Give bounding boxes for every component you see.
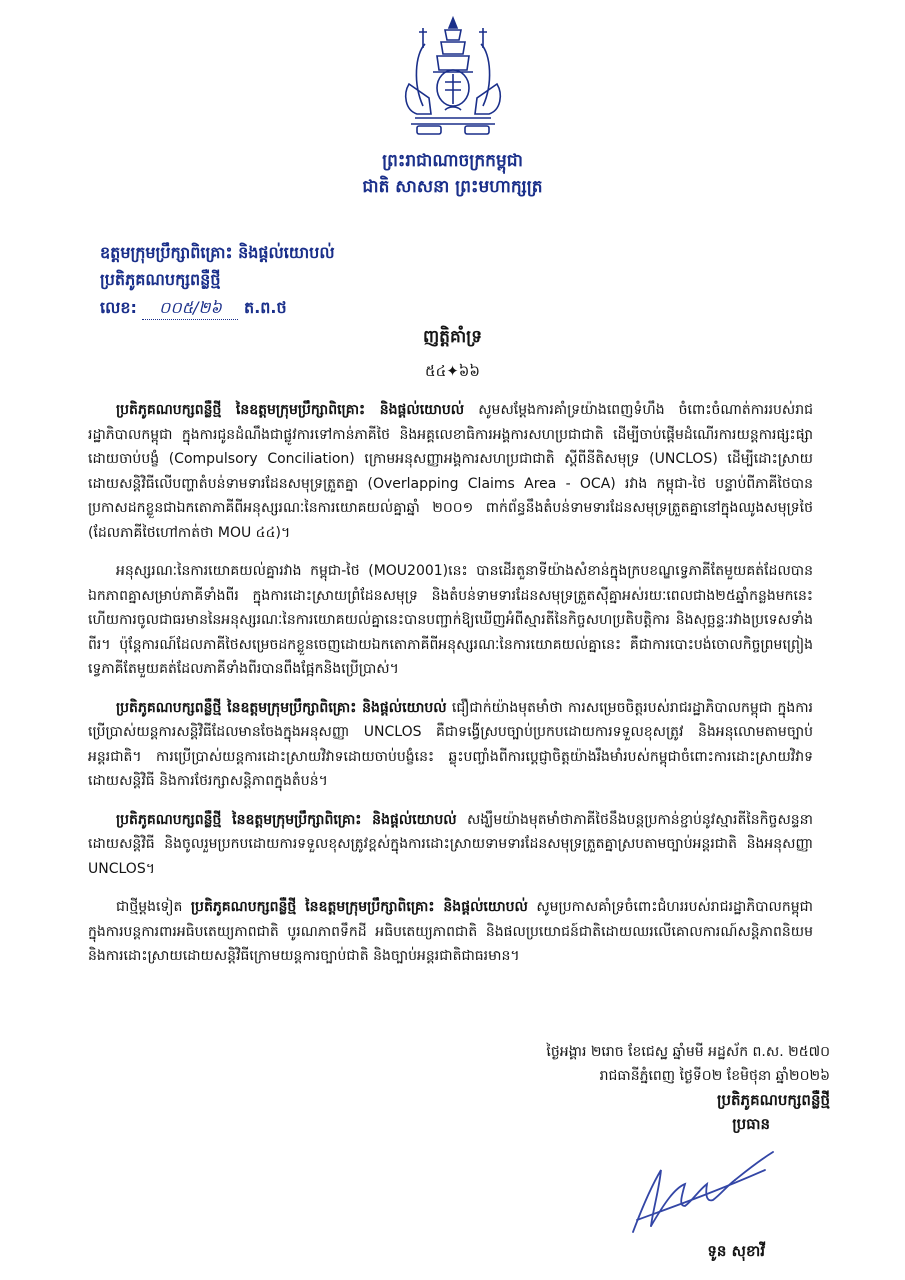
paragraph-lead-bold: ប្រតិភូគណបក្សពន្លឺថ្មី នៃឧត្តមក្រុមប្រឹក្សាពិគ្រោះ និងផ្តល់យោបល់ xyxy=(190,899,528,915)
paragraph-text: អនុស្សរណៈនៃការយោគយល់គ្នារវាង កម្ពុជា-ថៃ (MOU2001)នេះ បានដើរតួនាទីយ៉ាងសំខាន់ក្នុងក្របខណ្ឌទ្វេភាគីតែមួយគត់ដែលបានឯកភាពគ្នាសម្រាប់ភាគីទាំងពីរ ក្នុងការដោះស្រាយព្រំដែនសមុទ្រ និងតំបន់ទាមទារដែនសមុទ្រត្រួតស៊ីគ្នាអស់រយៈពេលជាង២៥ឆ្នាំកន្លងមកនេះ ហើយការចូលជាធរមាននៃអនុស្សរណៈនៃការយោគយល់គ្នានេះបានបញ្ជាក់ឱ្យឃើញអំពីស្មារតីនៃកិច្ចសហប្រតិបត្តិការ និងសុច្ឆន្ទៈរវាងប្រទេសទាំងពីរ។ ប៉ុន្តែការណ៍ដែលភាគីថៃសម្រេចដកខ្លួនចេញដោយឯកតោភាគីពីអនុស្សរណៈនៃការយោគយល់គ្នានេះ គឺជាការបោះបង់ចោលកិច្ចព្រមព្រៀងទ្វេភាគីតែមួយគត់ដែលភាគីទាំងពីរបានពឹងផ្អែកនិងប្រើប្រាស់។ xyxy=(88,563,813,677)
paragraph xyxy=(88,895,813,969)
paragraph xyxy=(88,398,813,545)
paragraph-text: សូមសម្តែងការគាំទ្រយ៉ាងពេញទំហឹង ចំពោះចំណាត់ការរបស់រាជរដ្ឋាភិបាលកម្ពុជា ក្នុងការជូនដំណឹងជាផ្លូវការទៅកាន់ភាគីថៃ និងអគ្គលេខាធិការអង្គការសហប្រជាជាតិ ដើម្បីចាប់ផ្តើមដំណើរការយន្តការផ្សះផ្សាដោយចាប់បង្ខំ (Compulsory Conciliation) ក្រោមអនុសញ្ញាអង្គការសហប្រជាជាតិ ស្តីពីនីតិសមុទ្រ (UNCLOS) ដើម្បីដោះស្រាយដោយសន្តិវិធីលើបញ្ហាតំបន់ទាមទារដែនសមុទ្រត្រួតគ្នា (Overlapping Claims Area - OCA) រវាង កម្ពុជា-ថៃ បន្ទាប់ពីភាគីថៃបានប្រកាសដកខ្លួនជាឯកតោភាគីពីអនុស្សរណៈនៃការយោគយល់គ្នាឆ្នាំ ២០០១ ពាក់ព័ន្ធនឹងតំបន់ទាមទារដែនសមុទ្រត្រួតគ្នានៅក្នុងឈូងសមុទ្រថៃ (ដែលភាគីថៃហៅកាត់ថា MOU ៤៤)។ xyxy=(88,402,813,541)
reference-suffix: ត.ព.ថ xyxy=(244,298,287,317)
kingdom-title: ព្រះរាជាណាចក្រកម្ពុជា xyxy=(382,151,523,171)
paragraph xyxy=(88,808,813,882)
place-date: រាជធានីភ្នំពេញ ថ្ងៃទី០២ ខែមិថុនា ឆ្នាំ២០២៦ xyxy=(599,1068,830,1084)
closing-organization: ប្រតិភូគណបក្សពន្លឺថ្មី xyxy=(717,1091,830,1109)
paragraph-lead-bold: ប្រតិភូគណបក្សពន្លឺថ្មី នៃឧត្តមក្រុមប្រឹក្សាពិគ្រោះ និងផ្តល់យោបល់ xyxy=(116,811,457,828)
document-subtitle: ៥៤✦៦៦ xyxy=(424,362,481,380)
lunar-date: ថ្ងៃអង្គារ ២រោច ខែជេស្ឋ ឆ្នាំមមី អដ្ឋស័ក ព.ស. ២៥៧០ xyxy=(546,1044,830,1060)
paragraph xyxy=(88,696,813,794)
signature-icon xyxy=(615,1140,785,1245)
letter-body xyxy=(88,398,813,983)
reference-line xyxy=(100,297,287,320)
paragraph-lead: ជាថ្មីម្តងទៀត xyxy=(116,899,191,915)
paragraph-lead-bold: ប្រតិភូគណបក្សពន្លឺថ្មី នៃឧត្តមក្រុមប្រឹក្សាពិគ្រោះ និងផ្តល់យោបល់ xyxy=(116,699,447,716)
paragraph-lead-bold: ប្រតិភូគណបក្សពន្លឺថ្មី នៃឧត្តមក្រុមប្រឹក្សាពិគ្រោះ និងផ្តល់យោបល់ xyxy=(116,402,465,418)
paragraph xyxy=(88,559,813,682)
national-motto: ជាតិ សាសនា ព្រះមហាក្សត្រ xyxy=(362,177,543,197)
signer-position: ប្រធាន xyxy=(732,1115,770,1133)
paragraph-text: សូមប្រកាសគាំទ្រចំពោះជំហររបស់រាជរដ្ឋាភិបាលកម្ពុជា ក្នុងការបន្តការពារអធិបតេយ្យភាពជាតិ បូរណភាពទឹកដី អធិបតេយ្យភាពជាតិ និងផលប្រយោជន៍ជាតិដោយឈរលើគោលការណ៍សន្តិភាពនិយម និងការដោះស្រាយដោយសន្តិវិធីក្រោមយន្តការច្បាប់ជាតិ និងច្បាប់អន្តរជាតិជាធរមាន។ xyxy=(88,899,813,964)
closing-block xyxy=(470,1040,830,1136)
sender-delegation: ប្រតិភូគណបក្សពន្លឺថ្មី xyxy=(100,270,221,289)
sender-council: ឧត្តមក្រុមប្រឹក្សាពិគ្រោះ និងផ្តល់យោបល់ xyxy=(100,243,335,262)
paragraph-text: សង្ឃឹមយ៉ាងមុតមាំថាភាគីថៃនឹងបន្តប្រកាន់ខ្ជាប់នូវស្មារតីនៃកិច្ចសន្ទនាដោយសន្តិវិធី និងចូលរួមប្រកបដោយការទទួលខុសត្រូវខ្ពស់ក្នុងការដោះស្រាយទាមទារដែនសមុទ្រត្រួតគ្នាស្របតាមច្បាប់អន្តរជាតិ និងអនុសញ្ញា UNCLOS។ xyxy=(88,811,813,877)
royal-emblem-icon xyxy=(395,14,511,138)
reference-number: ០០៥/២៦ xyxy=(142,297,238,320)
paragraph-text: ជឿជាក់យ៉ាងមុតមាំថា ការសម្រេចចិត្តរបស់រាជរដ្ឋាភិបាលកម្ពុជា ក្នុងការប្រើប្រាស់យន្តការសន្តិវិធីដែលមានចែងក្នុងអនុសញ្ញា UNCLOS គឺជាទង្វើស្របច្បាប់ប្រកបដោយការទទួលខុសត្រូវ និងអនុលោមតាមច្បាប់អន្តរជាតិ។ ការប្រើប្រាស់យន្តការដោះស្រាយវិវាទដោយចាប់បង្ខំនេះ ឆ្លុះបញ្ចាំងពីការប្តេជ្ញាចិត្តយ៉ាងរឹងមាំរបស់កម្ពុជាចំពោះការដោះស្រាយវិវាទដោយសន្តិវិធី និងការថែរក្សាសន្តិភាពក្នុងតំបន់។ xyxy=(88,699,813,789)
signer-name: ទូន សុខាវី xyxy=(707,1242,765,1260)
document-title: ញត្តិគាំទ្រ xyxy=(422,327,483,347)
reference-label: លេខ: xyxy=(100,298,137,317)
